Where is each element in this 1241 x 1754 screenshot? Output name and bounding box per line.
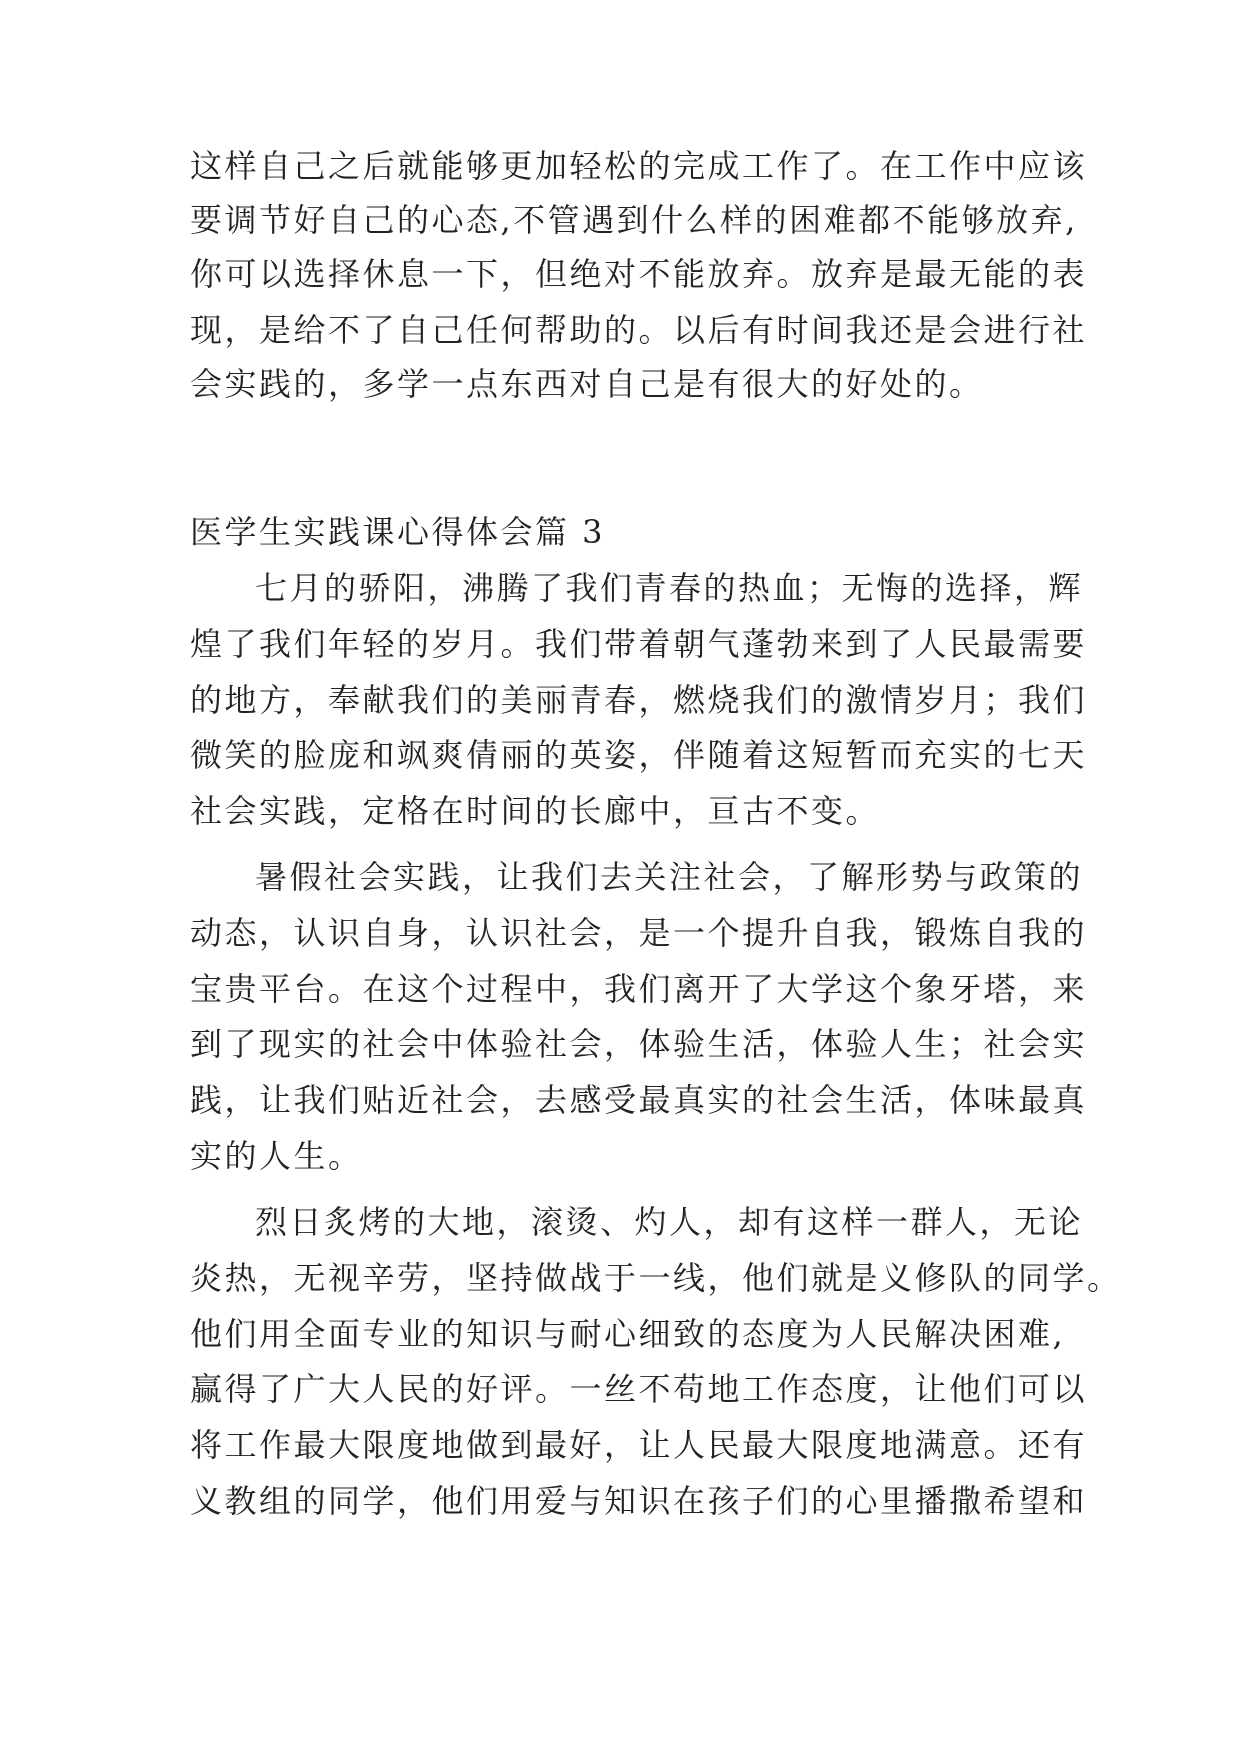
text-line: 他们用全面专业的知识与耐心细致的态度为人民解决困难, <box>190 1315 1066 1353</box>
text-line: 义教组的同学，他们用爱与知识在孩子们的心里播撒希望和 <box>190 1482 1088 1520</box>
text-line: 炎热，无视辛劳，坚持做战于一线，他们就是义修队的同学。 <box>190 1259 1122 1297</box>
paragraph-first-line: 七月的骄阳，沸腾了我们青春的热血；无悔的选择，辉 <box>255 569 1084 607</box>
text-line: 动态，认识自身，认识社会，是一个提升自我，锻炼自我的 <box>190 914 1088 952</box>
text-line: 实的人生。 <box>190 1137 363 1175</box>
text-line: 的地方，奉献我们的美丽青春，燃烧我们的激情岁月；我们 <box>190 681 1088 719</box>
text-line: 赢得了广大人民的好评。一丝不苟地工作态度，让他们可以 <box>190 1370 1088 1408</box>
text-line: 将工作最大限度地做到最好，让人民最大限度地满意。还有 <box>190 1426 1088 1464</box>
text-line: 宝贵平台。在这个过程中，我们离开了大学这个象牙塔，来 <box>190 970 1088 1008</box>
text-line: 你可以选择休息一下，但绝对不能放弃。放弃是最无能的表 <box>190 255 1088 293</box>
text-line: 践，让我们贴近社会，去感受最真实的社会生活，体味最真 <box>190 1081 1088 1119</box>
text-line: 现，是给不了自己任何帮助的。以后有时间我还是会进行社 <box>190 311 1088 349</box>
paragraph-first-line: 暑假社会实践，让我们去关注社会，了解形势与政策的 <box>255 858 1084 896</box>
text-line: 这样自己之后就能够更加轻松的完成工作了。在工作中应该 <box>190 147 1088 185</box>
text-line: 煌了我们年轻的岁月。我们带着朝气蓬勃来到了人民最需要 <box>190 625 1088 663</box>
section-heading: 医学生实践课心得体会篇 3 <box>190 513 606 551</box>
text-line: 微笑的脸庞和飒爽倩丽的英姿，伴随着这短暂而充实的七天 <box>190 736 1088 774</box>
text-line: 要调节好自己的心态,不管遇到什么样的困难都不能够放弃, <box>190 201 1078 239</box>
text-line: 到了现实的社会中体验社会，体验生活，体验人生；社会实 <box>190 1025 1088 1063</box>
text-line: 会实践的，多学一点东西对自己是有很大的好处的。 <box>190 365 984 403</box>
paragraph-first-line: 烈日炙烤的大地，滚烫、灼人，却有这样一群人，无论 <box>255 1203 1084 1241</box>
text-line: 社会实践，定格在时间的长廊中，亘古不变。 <box>190 792 881 830</box>
